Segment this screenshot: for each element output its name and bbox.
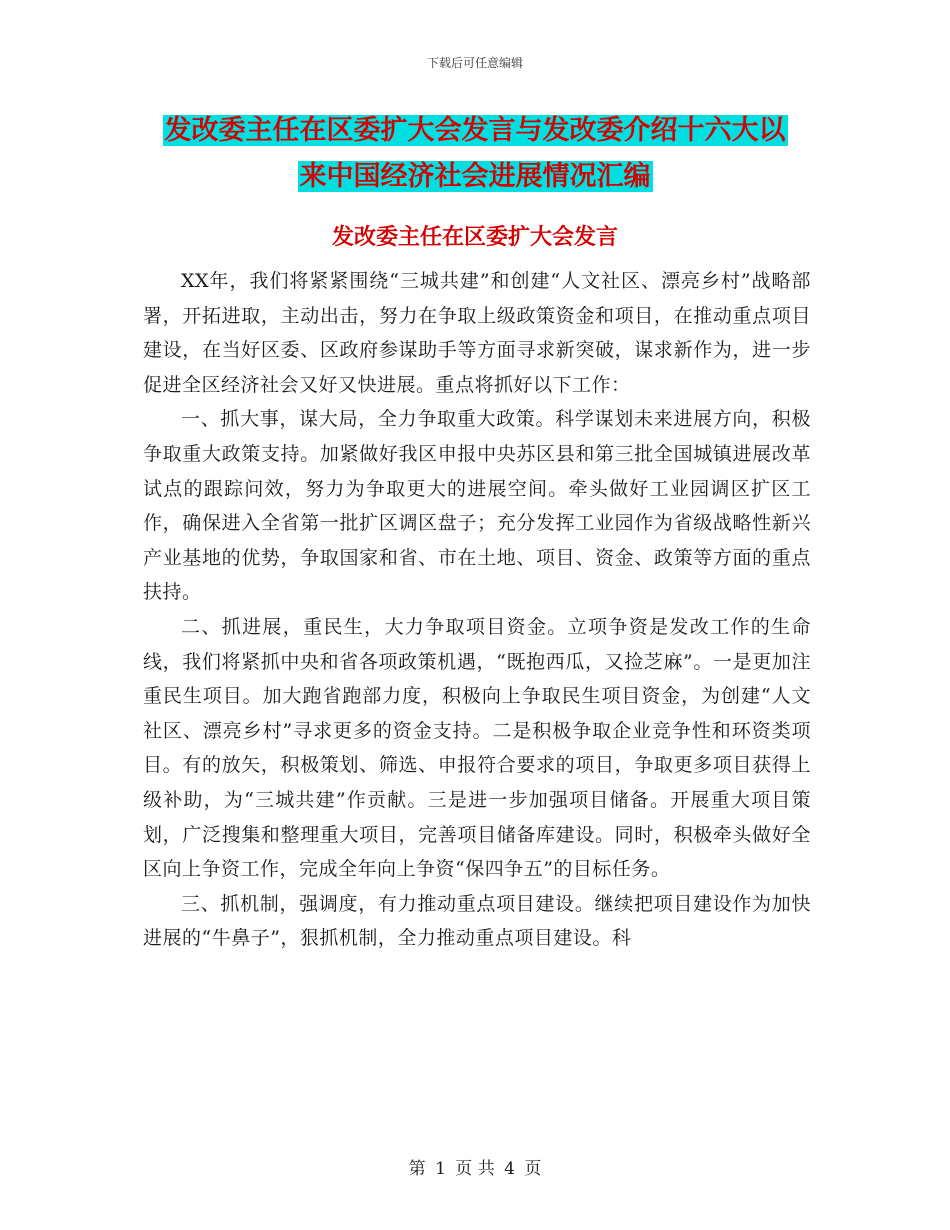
paragraph: XX年，我们将紧紧围绕“三城共建”和创建“人文社区、漂亮乡村”战略部署，开拓进取，主动出击，努力在争取上级政策资金和项目，在推动重点项目建设，在当好区委、区政府参谋助手等方面寻求新突破，谋求新作为，进一步促进全区经济社会又好又快进展。重点将抓好以下工作： [143,270,811,396]
footer-prefix: 第 [408,1159,426,1179]
footer-page-total: 4 [504,1159,515,1179]
paragraph: 二、抓进展，重民生，大力争取项目资金。立项争资是发改工作的生命线，我们将紧抓中央和省各项政策机遇，“既抱西瓜，又捡芝麻”。一是更加注重民生项目。加大跑省跑部力度，积极向上争取民生项目资金，为创建“人文社区、漂亮乡村”寻求更多的资金支持。二是积极争取企业竞争性和环资类项目。有的放矢，积极策划、筛选、申报符合要求的项目，争取更多项目获得上级补助，为“三城共建”作贡献。三是进一步加强项目储备。开展重大项目策划，广泛搜集和整理重大项目，完善项目储备库建设。同时，积极牵头做好全区向上争资工作，完成全年向上争资“保四争五”的目标任务。 [143,615,811,881]
paragraph: 一、抓大事，谋大局，全力争取重大政策。科学谋划未来进展方向，积极争取重大政策支持。加紧做好我区申报中央苏区县和第三批全国城镇进展改革试点的跟踪问效，努力为争取更大的进展空间。牵头做好工业园调区扩区工作，确保进入全省第一批扩区调区盘子；充分发挥工业园作为省级战略性新兴产业基地的优势，争取国家和省、市在土地、项目、资金、政策等方面的重点扶持。 [143,408,811,604]
paragraph: 三、抓机制，强调度，有力推动重点项目建设。继续把项目建设作为加快进展的“牛鼻子”，狠抓机制，全力推动重点项目建设。科 [143,892,811,950]
document-title [140,108,810,200]
document-body [143,264,811,956]
title-line-2: 来中国经济社会进展情况汇编 [299,161,651,192]
footer-suffix: 页 [524,1159,542,1179]
section-title: 发改委主任在区委扩大会发言 [331,225,618,250]
page-footer [0,1154,950,1179]
title-line-1: 发改委主任在区委扩大会发言与发改委介绍十六大以 [164,115,786,146]
footer-middle: 页 共 [455,1159,495,1179]
footer-page-current: 1 [435,1159,446,1179]
header-note: 下载后可任意编辑 [426,56,523,70]
